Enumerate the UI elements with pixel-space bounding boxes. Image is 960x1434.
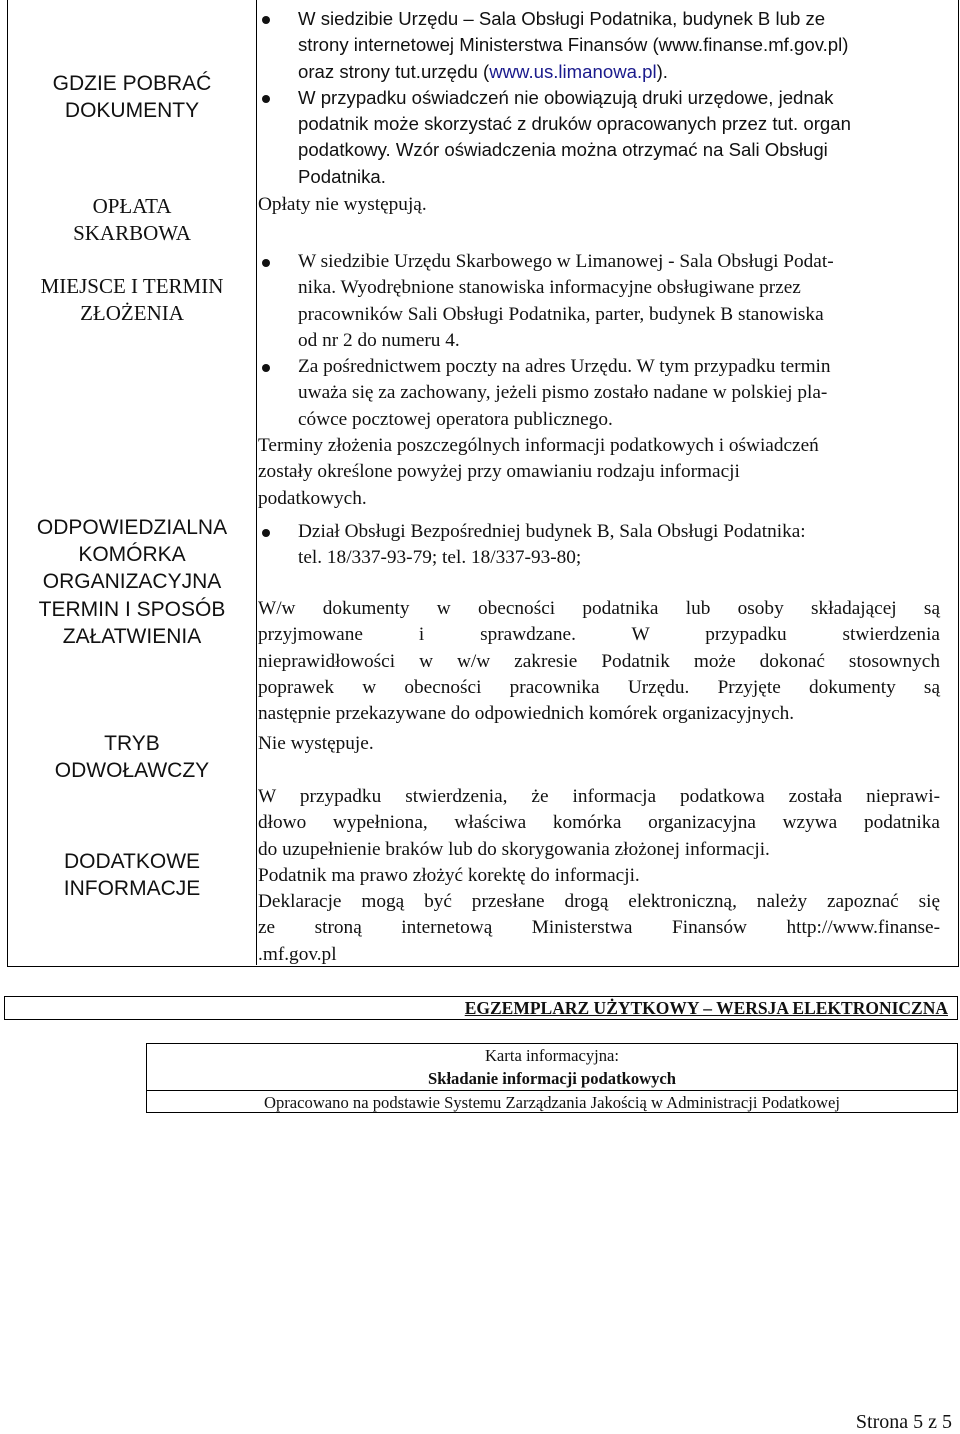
label-line: MIEJSCE I TERMIN xyxy=(40,274,224,298)
list-item xyxy=(258,519,940,572)
label-line: OPŁATA xyxy=(92,194,172,218)
text-line: Podatnik ma prawo złożyć korektę do informacji. xyxy=(258,864,640,886)
text-line: podatkowych. xyxy=(258,487,367,509)
text-line: nieprawidłowości w w/w zakresie Podatnik może dokonać stosownych xyxy=(258,650,940,672)
label-line: ZAŁATWIENIA xyxy=(62,625,202,648)
label-line: DODATKOWE xyxy=(63,850,201,873)
list-item xyxy=(258,249,940,354)
divider xyxy=(147,1090,957,1091)
bullet-icon xyxy=(262,95,270,103)
text-line: W przypadku stwierdzenia, że informacja podatkowa została nieprawi- xyxy=(258,786,940,807)
card-title: Składanie informacji podatkowych xyxy=(427,1069,676,1088)
label-stamp-fee xyxy=(8,193,256,247)
bullet-icon xyxy=(262,529,270,537)
text-fragment: ). xyxy=(656,60,668,82)
text-line: poprawek w obecności pracownika Urzędu. Przyjęte dokumenty są xyxy=(258,676,940,698)
label-line: ZŁOŻENIA xyxy=(80,301,184,325)
list-item xyxy=(258,354,940,433)
website-link[interactable]: www.us.limanowa.pl xyxy=(489,60,657,82)
text-line: pracowników Sali Obsługi Podatnika, parter, budynek B stanowiska xyxy=(298,303,824,325)
label-line: TERMIN I SPOSÓB xyxy=(38,598,226,621)
text-line: dłowo wypełniona, właściwa komórka organizacyjna wzywa podatnika xyxy=(258,812,940,834)
text-line: .mf.gov.pl xyxy=(258,943,337,965)
text-line: uważa się za zachowany, jeżeli pismo zostało nadane w polskiej pla- xyxy=(298,382,828,404)
label-additional-info xyxy=(8,848,256,902)
text-line: W/w dokumenty w obecności podatnika lub osoby składającej są xyxy=(258,598,940,619)
label-line: ODPOWIEDZIALNA xyxy=(36,516,228,539)
place-list xyxy=(258,249,940,433)
bullet-icon xyxy=(262,16,270,24)
label-line: KOMÓRKA xyxy=(78,543,186,566)
label-line: GDZIE POBRAĆ xyxy=(52,72,212,95)
text-line: nika. Wyodrębnione stanowiska informacyjne obsługiwane przez xyxy=(298,277,801,299)
bullet-icon xyxy=(262,259,270,267)
additional-info-paragraph xyxy=(258,784,940,968)
handling-paragraph xyxy=(258,596,940,727)
text-line: podatkowy. Wzór oświadczenia można otrzymać na Sali Obsługi xyxy=(298,139,828,161)
label-handling-time xyxy=(8,596,256,650)
text-line: od nr 2 do numeru 4. xyxy=(298,329,460,351)
text-line: W siedzibie Urzędu Skarbowego w Limanowej - Sala Obsługi Podat- xyxy=(298,251,834,272)
where-to-get-list xyxy=(258,6,940,190)
text-line: Za pośrednictwem poczty na adres Urzędu. W tym przypadku termin xyxy=(298,356,831,378)
deadline-paragraph xyxy=(258,433,940,512)
text-line: Podatnika. xyxy=(298,165,386,187)
text-line: Terminy złożenia poszczególnych informacji podatkowych i oświadczeń xyxy=(258,435,819,456)
text-line: strony internetowej Ministerstwa Finansów (www.finanse.mf.gov.pl) xyxy=(298,34,849,56)
label-line: DOKUMENTY xyxy=(64,99,200,122)
page-number: Strona 5 z 5 xyxy=(855,1411,952,1433)
list-item xyxy=(258,85,940,190)
text-line: zostały określone powyżej przy omawianiu rodzaju informacji xyxy=(258,461,740,483)
bullet-icon xyxy=(262,364,270,372)
text-line: do uzupełnienie braków lub do skorygowania złożonej informacji. xyxy=(258,838,770,860)
text-line: następnie przekazywane do odpowiednich komórek organizacyjnych. xyxy=(258,703,795,725)
text-fragment: oraz strony tut.urzędu ( xyxy=(298,60,490,82)
text-line xyxy=(298,59,940,85)
label-line: ORGANIZACYJNA xyxy=(42,570,222,593)
label-where-to-get xyxy=(8,70,256,124)
card-label: Karta informacyjna: xyxy=(484,1046,620,1065)
stamp-fee-text: Opłaty nie występują. xyxy=(258,194,427,215)
text-line: W przypadku oświadczeń nie obowiązują druki urzędowe, jednak xyxy=(298,86,834,108)
label-place-and-deadline xyxy=(8,273,256,327)
list-item xyxy=(258,6,940,85)
column-divider xyxy=(256,0,257,965)
label-line: INFORMACJE xyxy=(63,877,201,900)
quality-note: Opracowano na podstawie Systemu Zarządzania Jakością w Administracji Podatkowej xyxy=(263,1093,840,1112)
card-info-box xyxy=(146,1043,958,1113)
text-line: cówce pocztowej operatora publicznego. xyxy=(298,408,613,430)
label-responsible-unit xyxy=(8,514,256,595)
text-line: Deklaracje mogą być przesłane drogą elektroniczną, należy zapoznać się xyxy=(258,891,940,913)
appeal-text: Nie występuje. xyxy=(258,733,374,754)
text-line: ze stroną internetową Ministerstwa Finansów http://www.finanse- xyxy=(258,917,940,939)
responsible-unit-list xyxy=(258,519,940,572)
label-line: ODWOŁAWCZY xyxy=(54,759,210,782)
label-line: SKARBOWA xyxy=(73,221,191,245)
label-line: TRYB xyxy=(104,732,160,755)
text-line: tel. 18/337-93-79; tel. 18/337-93-80; xyxy=(298,547,582,569)
text-line: podatnik może skorzystać z druków opracowanych przez tut. organ xyxy=(298,113,851,135)
text-line: przyjmowane i sprawdzane. W przypadku stwierdzenia xyxy=(258,624,940,646)
text-line: Dział Obsługi Bezpośredniej budynek B, Sala Obsługi Podatnika: xyxy=(298,521,806,542)
label-appeal-mode xyxy=(8,730,256,784)
text-line: W siedzibie Urzędu – Sala Obsługi Podatnika, budynek B lub ze xyxy=(298,8,826,29)
footer-title: EGZEMPLARZ UŻYTKOWY – WERSJA ELEKTRONICZNA xyxy=(464,998,948,1018)
